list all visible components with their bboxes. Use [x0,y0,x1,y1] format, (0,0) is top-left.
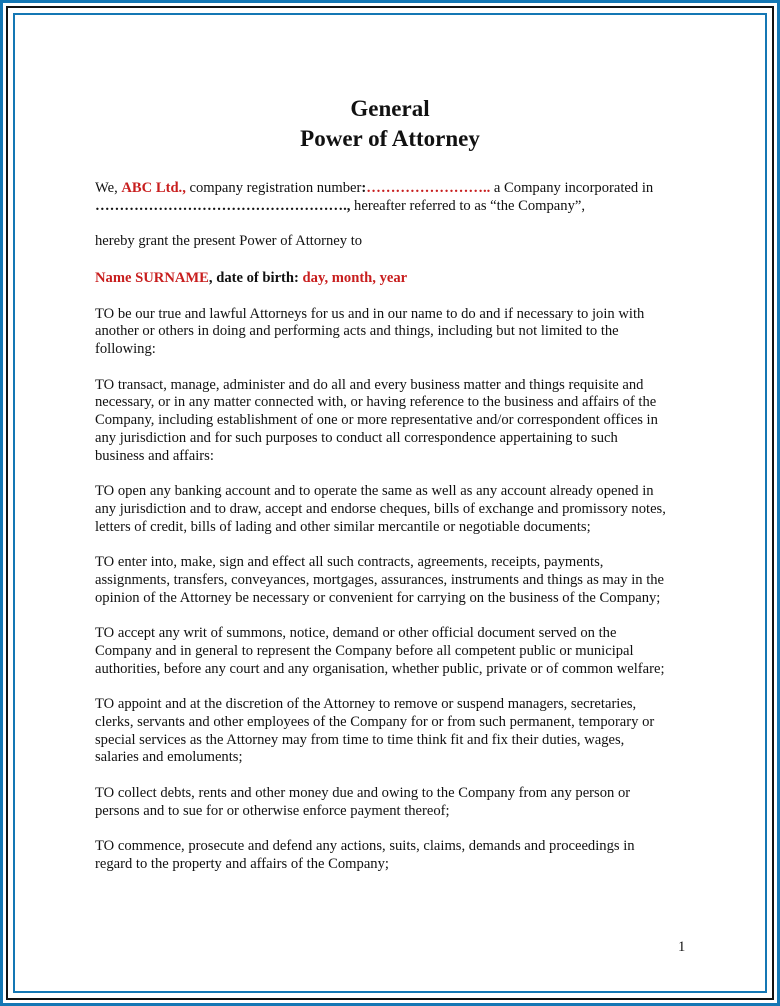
registration-number-placeholder: …………………….. [366,180,491,196]
clause-line: Company and in general to represent the Company before all competent public or municipal [95,642,634,659]
attorney-line [95,270,695,288]
clause-line: TO transact, manage, administer and do all and every business matter and things requisite and [95,376,644,393]
clause-line: special services as the Attorney may from time to time think fit and fix their duties, wages, [95,731,625,748]
text: : [361,180,367,196]
clause-paragraph [95,625,695,678]
clause-line: another or others in doing and performing acts and things, including but not limited to the [95,323,619,340]
text: hereby grant the present Power of Attorney to [95,233,363,250]
intro-paragraph [95,180,695,216]
clause-line: TO open any banking account and to operate the same as well as any account already opened in [95,483,654,499]
text: , [346,197,351,214]
company-name: ABC Ltd., [121,180,186,196]
clause-line: persons and to sue for or otherwise enforce payment thereof; [95,802,450,819]
clause-line: clerks, servants and other employees of the Company for or from such permanent, temporary or [95,713,655,730]
clause-paragraph [95,696,695,767]
document-title: General [350,96,430,121]
clause-line: following: [95,341,156,357]
clause-line: TO commence, prosecute and defend any actions, suits, claims, demands and proceedings in [95,838,635,854]
clause-paragraph [95,306,695,359]
clause-line: opinion of the Attorney be necessary or convenient for carrying on the business of the Company; [95,589,661,606]
text: We, [95,180,122,196]
document-body [95,180,695,891]
clause-line: salaries and emoluments; [95,749,243,766]
clause-line: any jurisdiction and for such purposes to conduct all correspondence appertaining to such [95,429,618,446]
clause-paragraph [95,554,695,607]
clause-paragraph [95,377,695,466]
clause-line: necessary, or in any matter connected with, or having reference to the business and affairs of the [95,394,657,411]
document-subtitle: Power of Attorney [300,126,480,151]
text: a Company incorporated in [490,180,654,196]
clause-line: TO enter into, make, sign and effect all such contracts, agreements, receipts, payments, [95,554,604,570]
clause-paragraph [95,785,695,821]
clause-paragraph [95,838,695,874]
clause-line: TO be our true and lawful Attorneys for us and in our name to do and if necessary to join with [95,305,645,322]
date-of-birth: day, month, year [302,270,408,286]
clause-line: assignments, transfers, conveyances, mortgages, assurances, instruments and things as may in the [95,571,665,588]
text: company registration number [185,180,362,196]
jurisdiction-placeholder: ……………………………………………. [95,197,347,214]
attorney-name: Name SURNAME [95,270,209,286]
clause-paragraph [95,483,695,536]
text: , date of birth: [208,270,303,286]
clause-line: TO collect debts, rents and other money due and owing to the Company from any person or [95,784,631,801]
clause-line: letters of credit, bills of lading and other similar mercantile or negotiable documents; [95,518,591,535]
clause-line: TO accept any writ of summons, notice, demand or other official document served on the [95,625,617,641]
grant-paragraph [95,233,695,251]
clause-line: Company, including establishment of one or more representative and/or correspondent offices in [95,412,658,428]
clause-line: regard to the property and affairs of the Company; [95,855,389,872]
clause-line: authorities, before any court and any organisation, whether public, private or of common welfare; [95,660,665,677]
text: hereafter referred to as “the Company”, [350,197,585,214]
clause-line: TO appoint and at the discretion of the Attorney to remove or suspend managers, secretaries, [95,696,637,712]
clause-line: any jurisdiction and to draw, accept and endorse cheques, bills of exchange and promissory notes, [95,500,666,517]
page-number: 1 [678,939,686,955]
clause-line: business and affairs: [95,447,214,464]
